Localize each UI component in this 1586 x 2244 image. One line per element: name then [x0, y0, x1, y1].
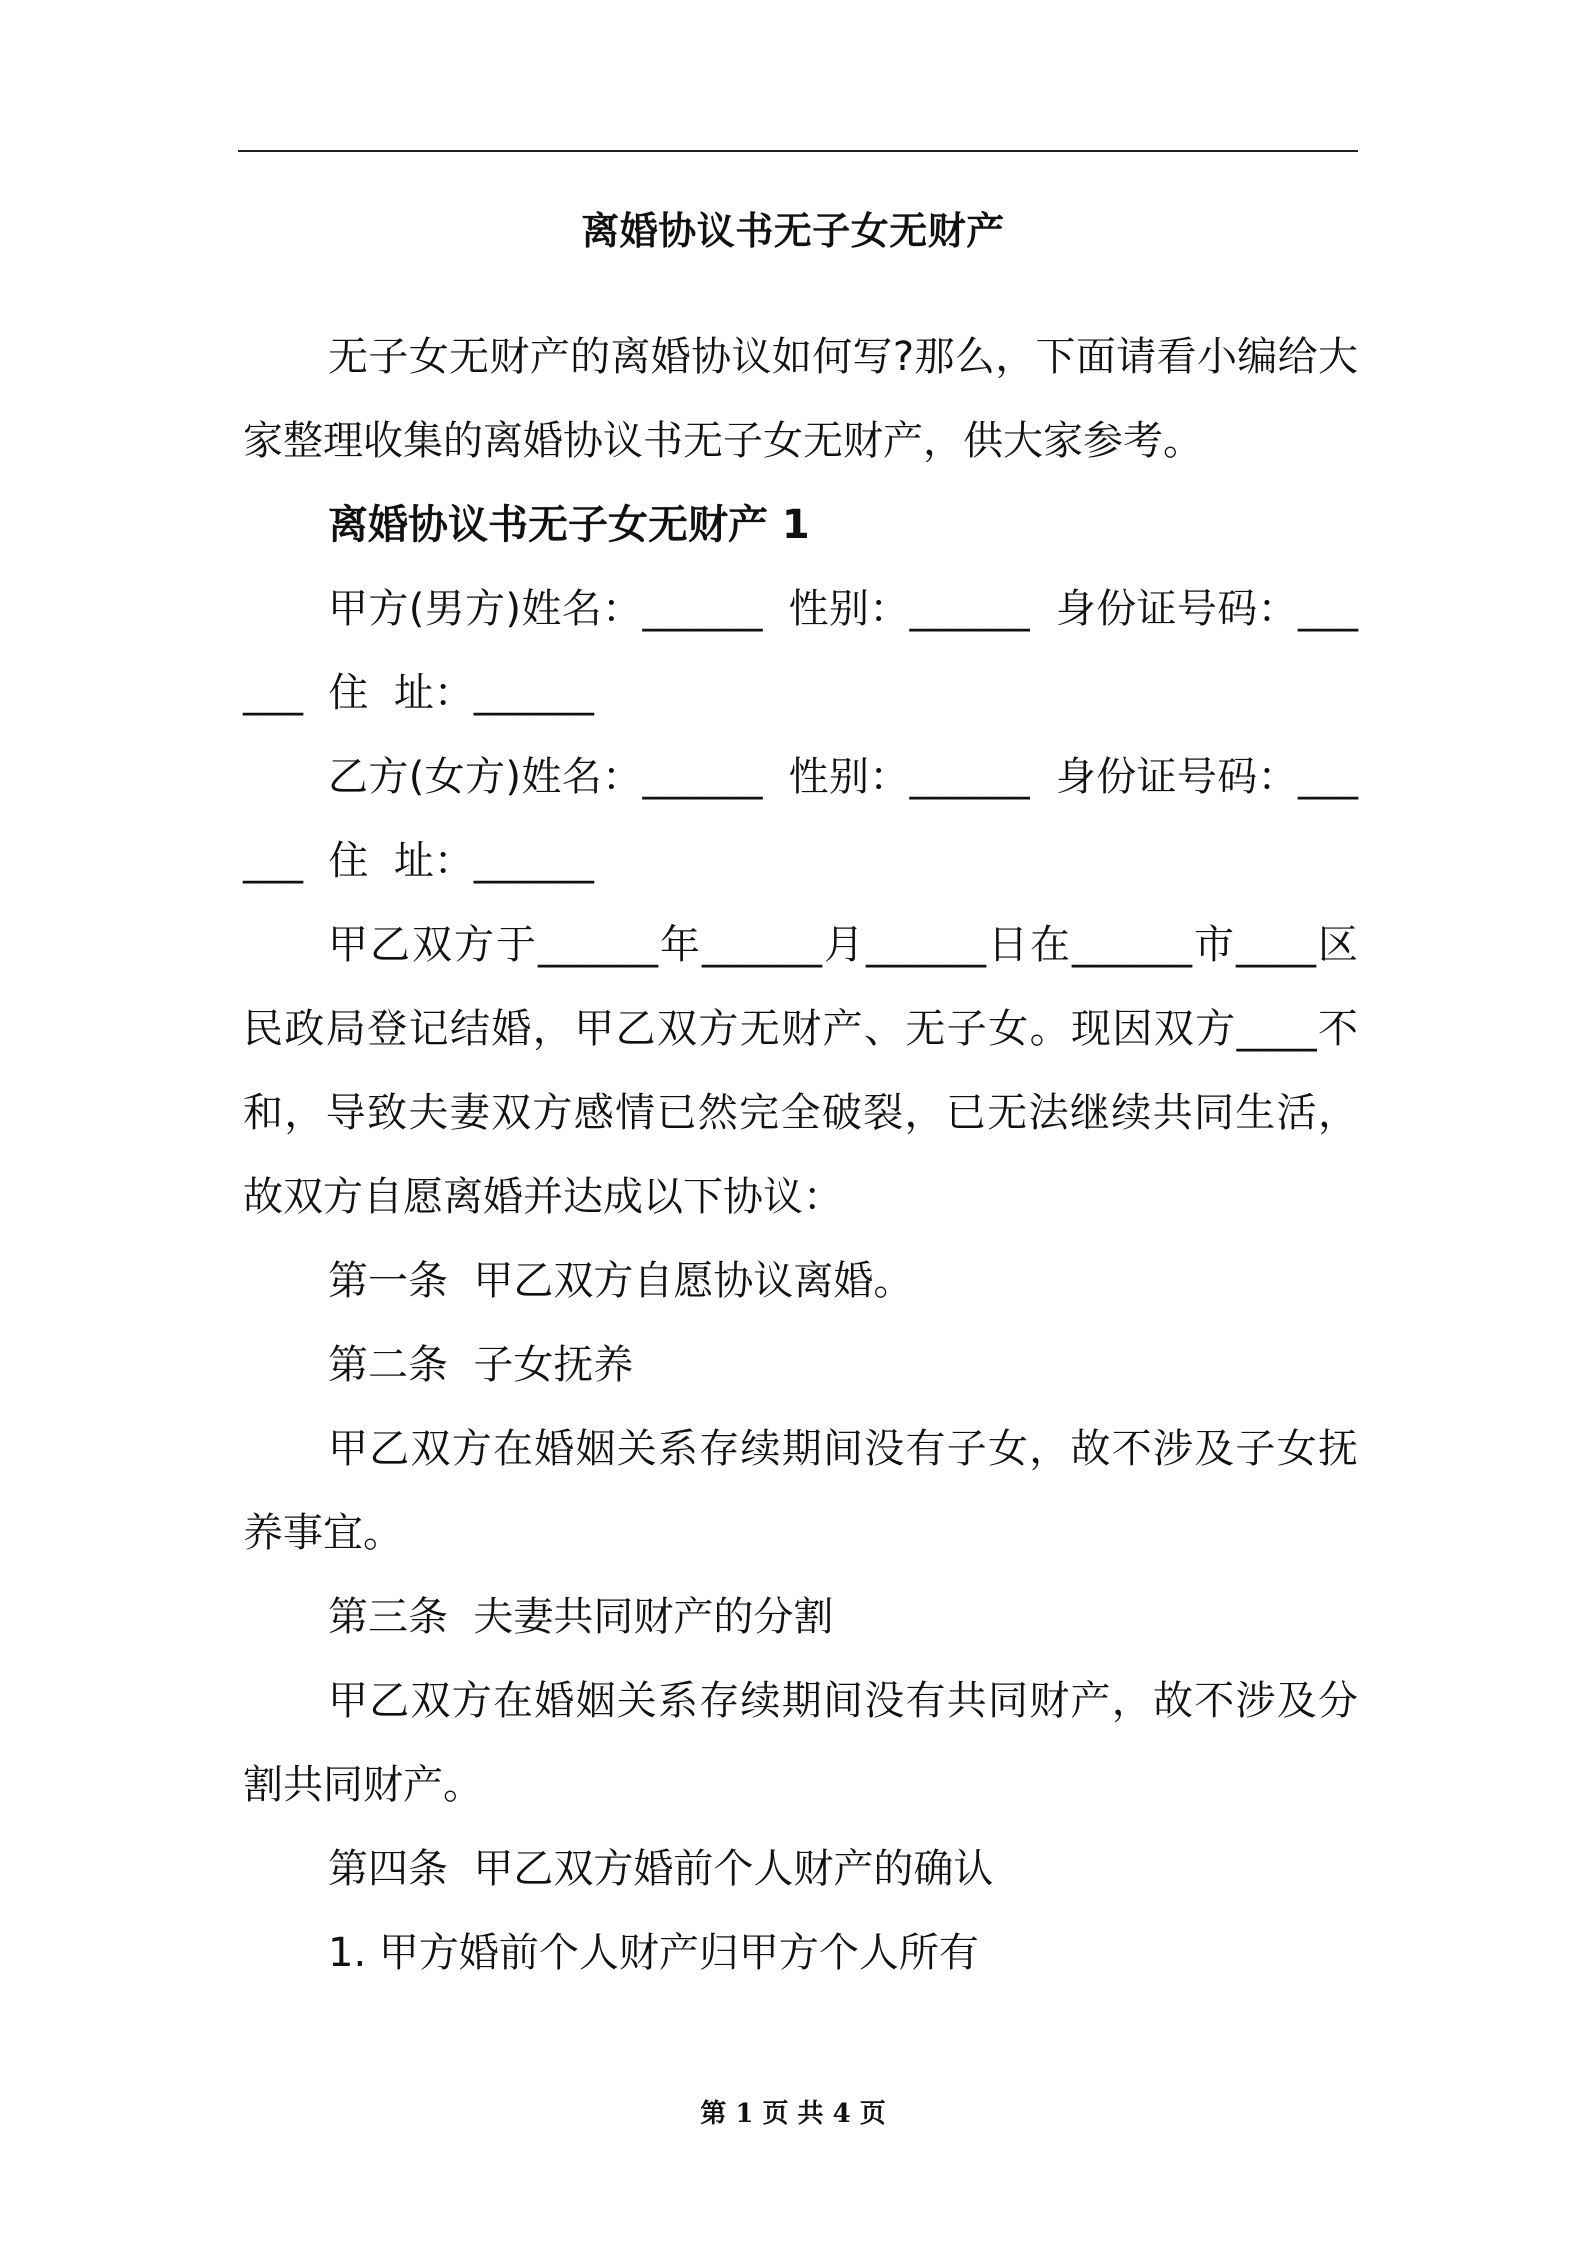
agreement-heading: 离婚协议书无子女无财产 1 — [328, 502, 810, 548]
header-rule — [238, 150, 1358, 152]
page-number-footer: 第 1 页 共 4 页 — [700, 2099, 886, 2129]
article-2-body: 甲乙双方在婚姻关系存续期间没有子女，故不涉及子女抚养事宜。 — [243, 1426, 1358, 1556]
article-3-title: 第三条 夫妻共同财产的分割 — [328, 1594, 834, 1640]
marriage-statement: 甲乙双方于______年______月______日在______市____区民政局登记结婚，甲乙双方无财产、无子女。现因双方____不和，导致夫妻双方感情已然完全破裂，已无法继续共同生活，故双方自愿离婚并达成以下协议： — [243, 922, 1358, 1220]
party-b-info: 乙方(女方)姓名：______ 性别：______ 身份证号码：______ 住 址：______ — [243, 754, 1358, 884]
article-4-title: 第四条 甲乙双方婚前个人财产的确认 — [328, 1846, 994, 1892]
intro-paragraph: 无子女无财产的离婚协议如何写?那么，下面请看小编给大家整理收集的离婚协议书无子女无财产，供大家参考。 — [243, 334, 1358, 464]
article-3-body: 甲乙双方在婚姻关系存续期间没有共同财产，故不涉及分割共同财产。 — [243, 1678, 1358, 1808]
document-title: 离婚协议书无子女无财产 — [581, 209, 1005, 253]
party-a-info: 甲方(男方)姓名：______ 性别：______ 身份证号码：______ 住 址：______ — [243, 586, 1358, 716]
article-1: 第一条 甲乙双方自愿协议离婚。 — [328, 1258, 914, 1304]
article-4-item-1: 1. 甲方婚前个人财产归甲方个人所有 — [328, 1930, 979, 1976]
article-2-title: 第二条 子女抚养 — [328, 1342, 634, 1388]
document-body — [243, 315, 1358, 1995]
